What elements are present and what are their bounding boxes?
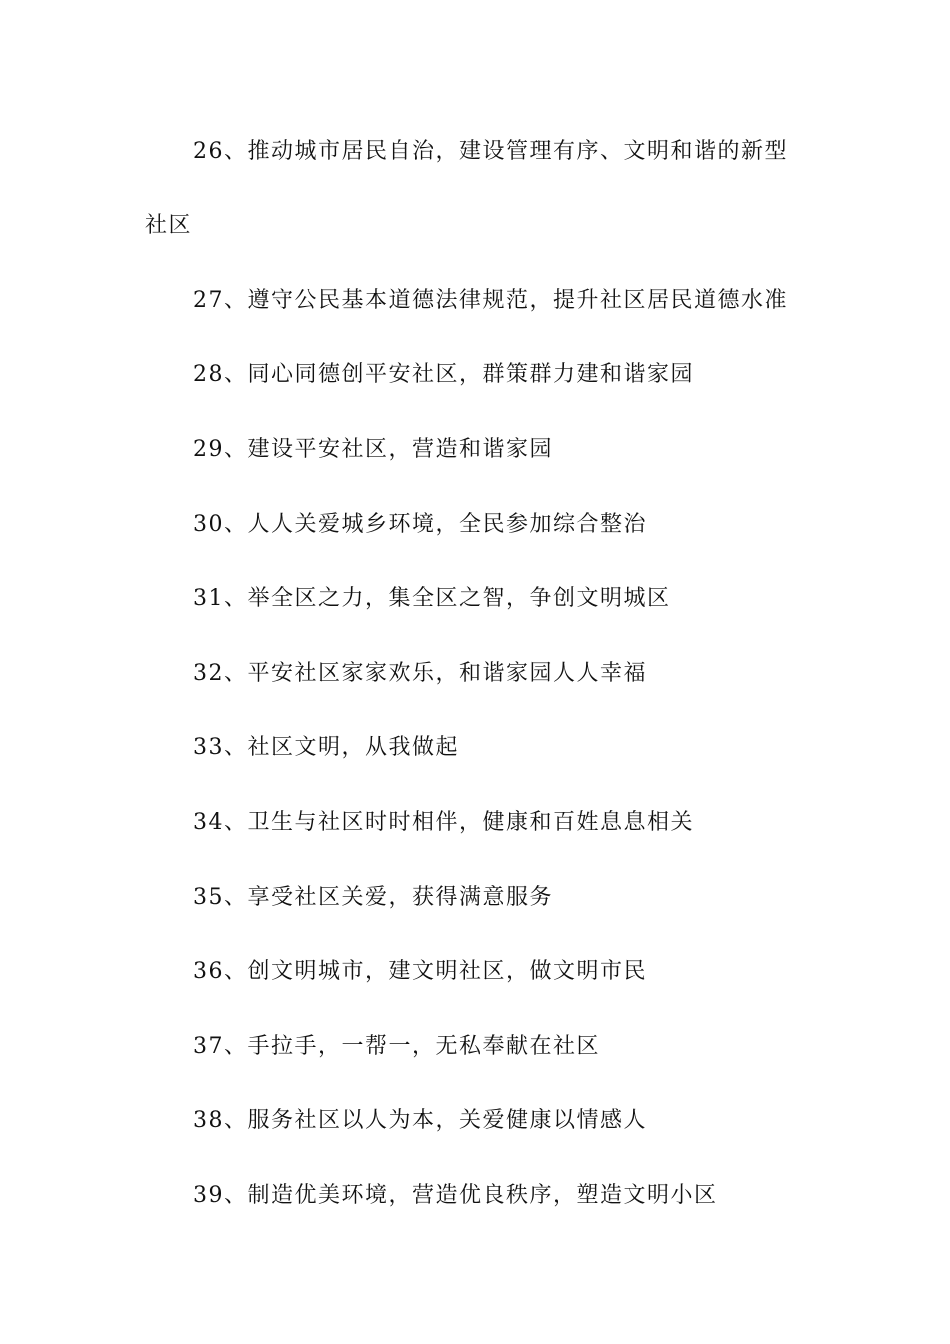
slogan-line-39: 39、制造优美环境，营造优良秩序，塑造文明小区 — [193, 1183, 718, 1208]
slogan-line-35: 35、享受社区关爱，获得满意服务 — [193, 885, 553, 910]
slogan-line-30: 30、人人关爱城乡环境，全民参加综合整治 — [193, 512, 647, 537]
slogan-line-34: 34、卫生与社区时时相伴，健康和百姓息息相关 — [193, 810, 694, 835]
slogan-line-37: 37、手拉手，一帮一，无私奉献在社区 — [193, 1034, 600, 1059]
slogan-line-33: 33、社区文明，从我做起 — [193, 735, 459, 760]
slogan-line-28: 28、同心同德创平安社区，群策群力建和谐家园 — [193, 362, 694, 387]
slogan-line-26-continued: 社区 — [145, 213, 193, 238]
slogan-line-38: 38、服务社区以人为本，关爱健康以情感人 — [193, 1108, 647, 1133]
slogan-line-26: 26、推动城市居民自治，建设管理有序、文明和谐的新型 — [193, 139, 788, 164]
slogan-line-27: 27、遵守公民基本道德法律规范，提升社区居民道德水准 — [193, 288, 788, 313]
slogan-line-29: 29、建设平安社区，营造和谐家园 — [193, 437, 553, 462]
slogan-line-32: 32、平安社区家家欢乐，和谐家园人人幸福 — [193, 661, 647, 686]
slogan-line-36: 36、创文明城市，建文明社区，做文明市民 — [193, 959, 647, 984]
slogan-line-31: 31、举全区之力，集全区之智，争创文明城区 — [193, 586, 671, 611]
